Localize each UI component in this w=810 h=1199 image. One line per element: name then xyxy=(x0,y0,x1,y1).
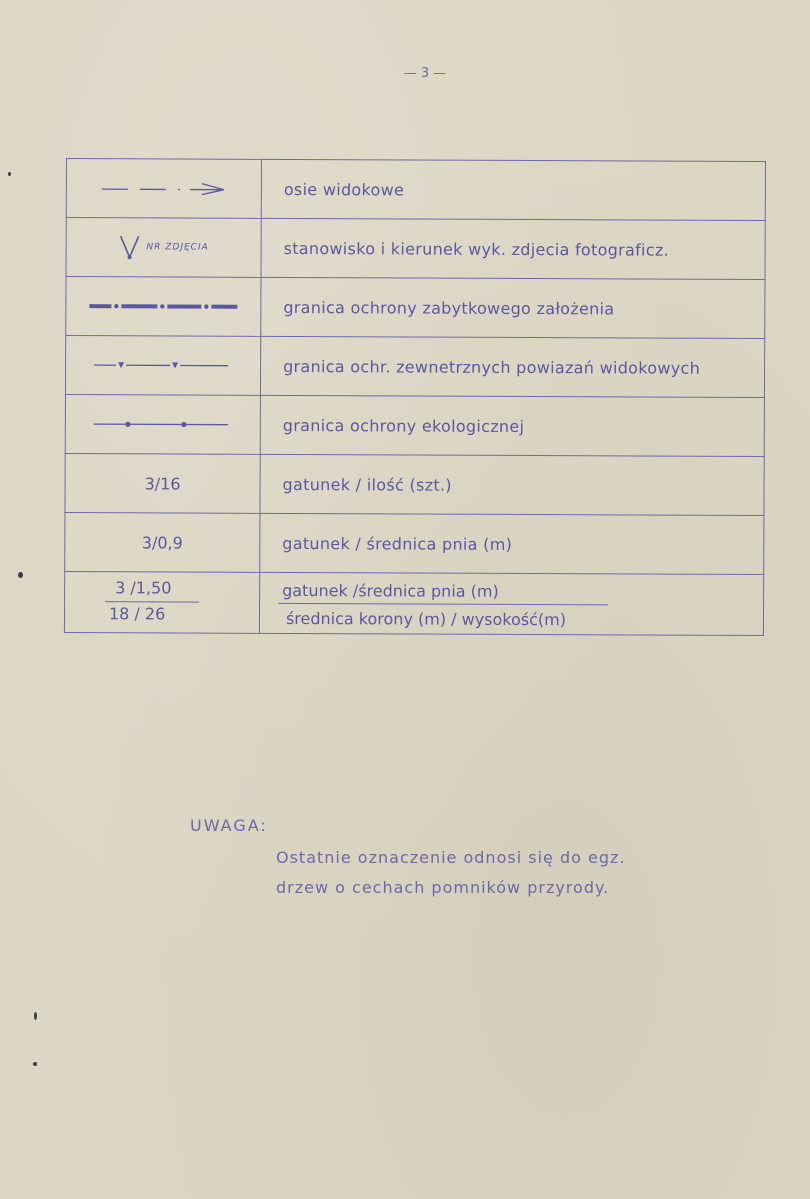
legend-row xyxy=(66,218,765,280)
note-heading: UWAGA: xyxy=(190,816,268,835)
legend-symbol xyxy=(64,571,259,633)
legend-table xyxy=(64,158,766,636)
legend-symbol xyxy=(66,277,261,337)
legend-symbol xyxy=(65,394,260,454)
photo-station-icon xyxy=(118,233,140,261)
view-boundary-line-icon xyxy=(88,357,238,374)
legend-symbol xyxy=(65,453,260,513)
species-trunk-code: 3/0,9 xyxy=(141,532,183,553)
note-line-1: Ostatnie oznaczenie odnosi się do egz. xyxy=(276,848,626,867)
species-count-code: 3/16 xyxy=(144,473,181,494)
heritage-boundary-line-icon xyxy=(83,299,243,314)
sight-axis-arrow-icon xyxy=(94,178,234,199)
legend-description: osie widokowe xyxy=(261,159,765,220)
note-line-2: drzew o cechach pomników przyrody. xyxy=(276,878,610,897)
margin-speck xyxy=(18,572,23,578)
margin-speck xyxy=(34,1012,37,1020)
fraction-bottom: 18 / 26 xyxy=(108,604,166,624)
legend-row xyxy=(65,512,764,574)
legend-description xyxy=(259,572,763,635)
legend-symbol xyxy=(66,159,261,219)
legend-description: granica ochrony zabytkowego założenia xyxy=(261,277,765,338)
legend-row xyxy=(65,453,764,515)
legend-symbol xyxy=(66,218,261,278)
legend-description: gatunek / średnica pnia (m) xyxy=(260,513,764,574)
fraction-line xyxy=(105,601,199,602)
photo-number-label: NR ZDJĘCIA xyxy=(146,242,209,253)
legend-row xyxy=(66,277,765,339)
legend-row xyxy=(65,394,764,456)
legend-symbol xyxy=(65,336,260,396)
legend-description: gatunek / ilość (szt.) xyxy=(260,454,764,515)
description-bottom: średnica korony (m) / wysokość(m) xyxy=(285,608,567,630)
margin-speck xyxy=(8,172,11,176)
description-divider xyxy=(278,603,608,605)
legend-symbol xyxy=(65,512,260,572)
legend-row xyxy=(66,159,765,221)
margin-speck xyxy=(33,1062,37,1066)
description-top: gatunek /średnica pnia (m) xyxy=(282,580,499,601)
legend-row xyxy=(64,571,763,635)
monument-tree-fraction xyxy=(65,572,259,633)
page-number: — 3 — xyxy=(403,66,447,81)
fraction-top: 3 /1,50 xyxy=(115,578,172,598)
legend-row xyxy=(65,336,764,398)
legend-description: stanowisko i kierunek wyk. zdjecia fotograficz. xyxy=(261,218,765,279)
legend-description: granica ochrony ekologicznej xyxy=(260,395,764,456)
ecological-boundary-line-icon xyxy=(88,416,238,433)
legend-description: granica ochr. zewnetrznych powiazań widokowych xyxy=(260,336,764,397)
